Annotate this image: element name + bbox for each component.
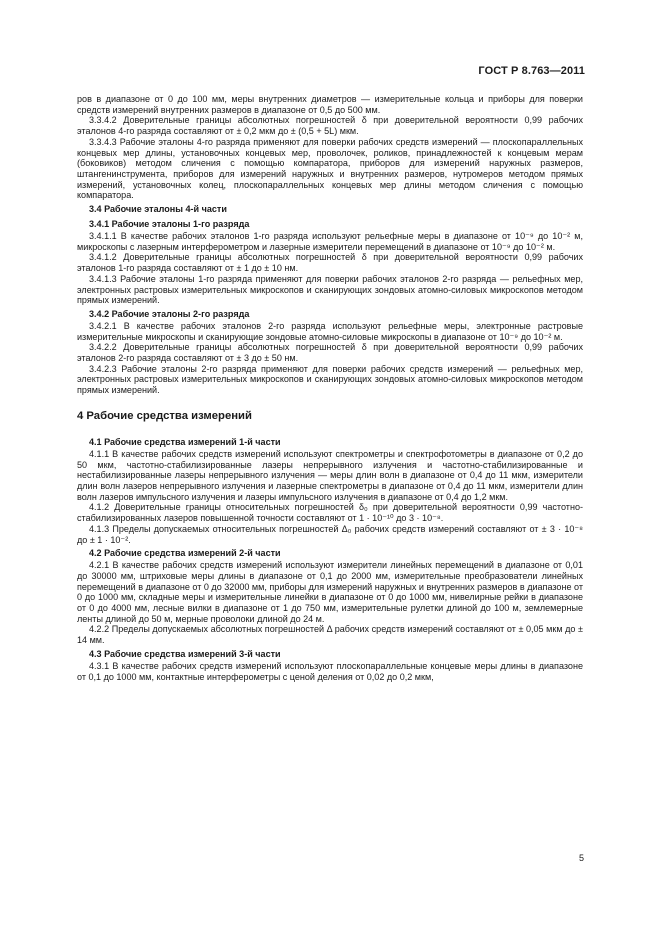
chapter-heading: 4 Рабочие средства измерений bbox=[77, 409, 252, 422]
subsection-heading: 3.4.1 Рабочие эталоны 1-го разряда bbox=[89, 219, 250, 230]
paragraph: 3.4.2.3 Рабочие эталоны 2-го разряда применяют для поверки рабочих средств измерений — рельефных мер, электронных растровых измерительных микроскопов и сканирующих зондовых атомно-силовых микроскопов методом прямых измерений. bbox=[77, 363, 583, 396]
paragraph: 3.3.4.2 Доверительные границы абсолютных погрешностей δ при доверительной вероятности 0,99 рабочих эталонов 4-го разряда составляют от ± 0,2 мкм до ± (0,5 + 5L) мкм. bbox=[77, 115, 583, 137]
paragraph: 4.3.1 В качестве рабочих средств измерений используют плоскопараллельные концевые меры длины в диапазоне от 0,1 до 1000 мм, контактные интерферометры с ценой деления от 0,02 до 0,2 мкм, bbox=[77, 660, 583, 682]
paragraph: 3.4.2.1 В качестве рабочих эталонов 2-го разряда используют рельефные меры, электронные растровые измерительные микроскопы и сканирующие зондовые атомно-силовые микроскопы в диапазоне от 10⁻⁹ до 10⁻² м. bbox=[77, 320, 583, 342]
paragraph: 4.1.2 Доверительные границы относительных погрешностей δ₀ при доверительной вероятности 0,99 частотно-стабилизированных лазеров повышенной точности составляют от 1 · 10⁻¹⁰ до 3 · 10⁻⁸. bbox=[77, 502, 583, 524]
section-heading: 3.4 Рабочие эталоны 4-й части bbox=[89, 204, 227, 215]
subsection-heading: 3.4.2 Рабочие эталоны 2-го разряда bbox=[89, 308, 250, 319]
paragraph: 4.2.2 Пределы допускаемых абсолютных погрешностей Δ рабочих средств измерений составляют от ± 0,05 мкм до ± 14 мм. bbox=[77, 624, 583, 646]
paragraph: 3.4.1.2 Доверительные границы абсолютных погрешностей δ при доверительной вероятности 0,99 рабочих эталонов 1-го разряда составляют от ± 1 до ± 10 нм. bbox=[77, 252, 583, 274]
section-heading: 4.1 Рабочие средства измерений 1-й части bbox=[89, 436, 281, 447]
document-body bbox=[77, 94, 583, 682]
paragraph: 4.1.1 В качестве рабочих средств измерений используют спектрометры и спектрофотометры в диапазоне от 0,2 до 50 мкм, частотно-стабилизированные лазеры непрерывного излучения и частотно-стабилизированные и нестабилизированные лазеры непрерывного излучения — меры длин волн в диапазоне от 0,4 до 11 мкм, измерители длин волн лазеров непрерывного излучения и лазерные спектрометры в диапазоне от 0,4 до 11 мкм, измерители длин волн лазеров импульсного излучения и лазеры импульсного излучения в диапазоне от 0,4 до 1,2 мкм. bbox=[77, 448, 583, 502]
paragraph: 3.4.1.3 Рабочие эталоны 1-го разряда применяют для поверки рабочих эталонов 2-го разряда — рельефных мер, электронных растровых измерительных микроскопов и сканирующих зондовых атомно-силовых микроскопов методом прямых измерений. bbox=[77, 273, 583, 306]
document-code: ГОСТ Р 8.763—2011 bbox=[478, 65, 585, 77]
section-heading: 4.3 Рабочие средства измерений 3-й части bbox=[89, 648, 281, 659]
paragraph: 4.1.3 Пределы допускаемых относительных погрешностей Δ₀ рабочих средств измерений составляют от ± 3 · 10⁻⁸ до ± 1 · 10⁻². bbox=[77, 523, 583, 545]
paragraph: ров в диапазоне от 0 до 100 мм, меры внутренних диаметров — измерительные кольца и приборы для поверки средств измерений внутренних размеров в диапазоне от 0,5 до 500 мм. bbox=[77, 94, 583, 115]
paragraph: 3.3.4.3 Рабочие эталоны 4-го разряда применяют для поверки рабочих средств измерений — плоскопараллельных концевых мер длины, установочных концевых мер, проволочек, роликов, принадлежностей к концевым мерам (боковиков) методом сличения с помощью компаратора, приборов для измерений наружных размеров, штангенинструмента, приборов для измерений наружных и внутренних размеров, нутромеров методом прямых измерений, установочных колец, плоскопараллельных концевых мер длины методом сличения с помощью компаратора. bbox=[77, 136, 583, 201]
paragraph: 4.2.1 В качестве рабочих средств измерений используют измерители линейных перемещений в диапазоне от 0,01 до 30000 мм, штриховые меры длины в диапазоне от 0,1 до 2000 мм, измерительные преобразователи линейных перемещений в диапазоне от 0 до 32000 мм, приборы для измерений наружных и внутренних размеров в диапазоне от 0 до 1000 мм, складные меры и измерительные линейки в диапазоне от 0 до 1000 мм, нивелирные рейки в диапазоне от 0 до 4000 мм, лесные вилки в диапазоне от 1 до 750 мм, измерительные рулетки длиной до 100 м, землемерные ленты длиной до 50 м, мерные проволоки длиной до 24 м. bbox=[77, 560, 583, 624]
paragraph: 3.4.1.1 В качестве рабочих эталонов 1-го разряда используют рельефные меры в диапазоне от 10⁻⁹ до 10⁻² м, микроскопы с лазерным интерферометром и лазерные измерители перемещений в диапазоне от 10⁻⁹ до 10⁻² м. bbox=[77, 231, 583, 252]
paragraph: 3.4.2.2 Доверительные границы абсолютных погрешностей δ при доверительной вероятности 0,99 рабочих эталонов 2-го разряда составляют от ± 3 до ± 50 нм. bbox=[77, 342, 583, 364]
page-number: 5 bbox=[578, 853, 584, 863]
section-heading: 4.2 Рабочие средства измерений 2-й части bbox=[89, 548, 281, 559]
